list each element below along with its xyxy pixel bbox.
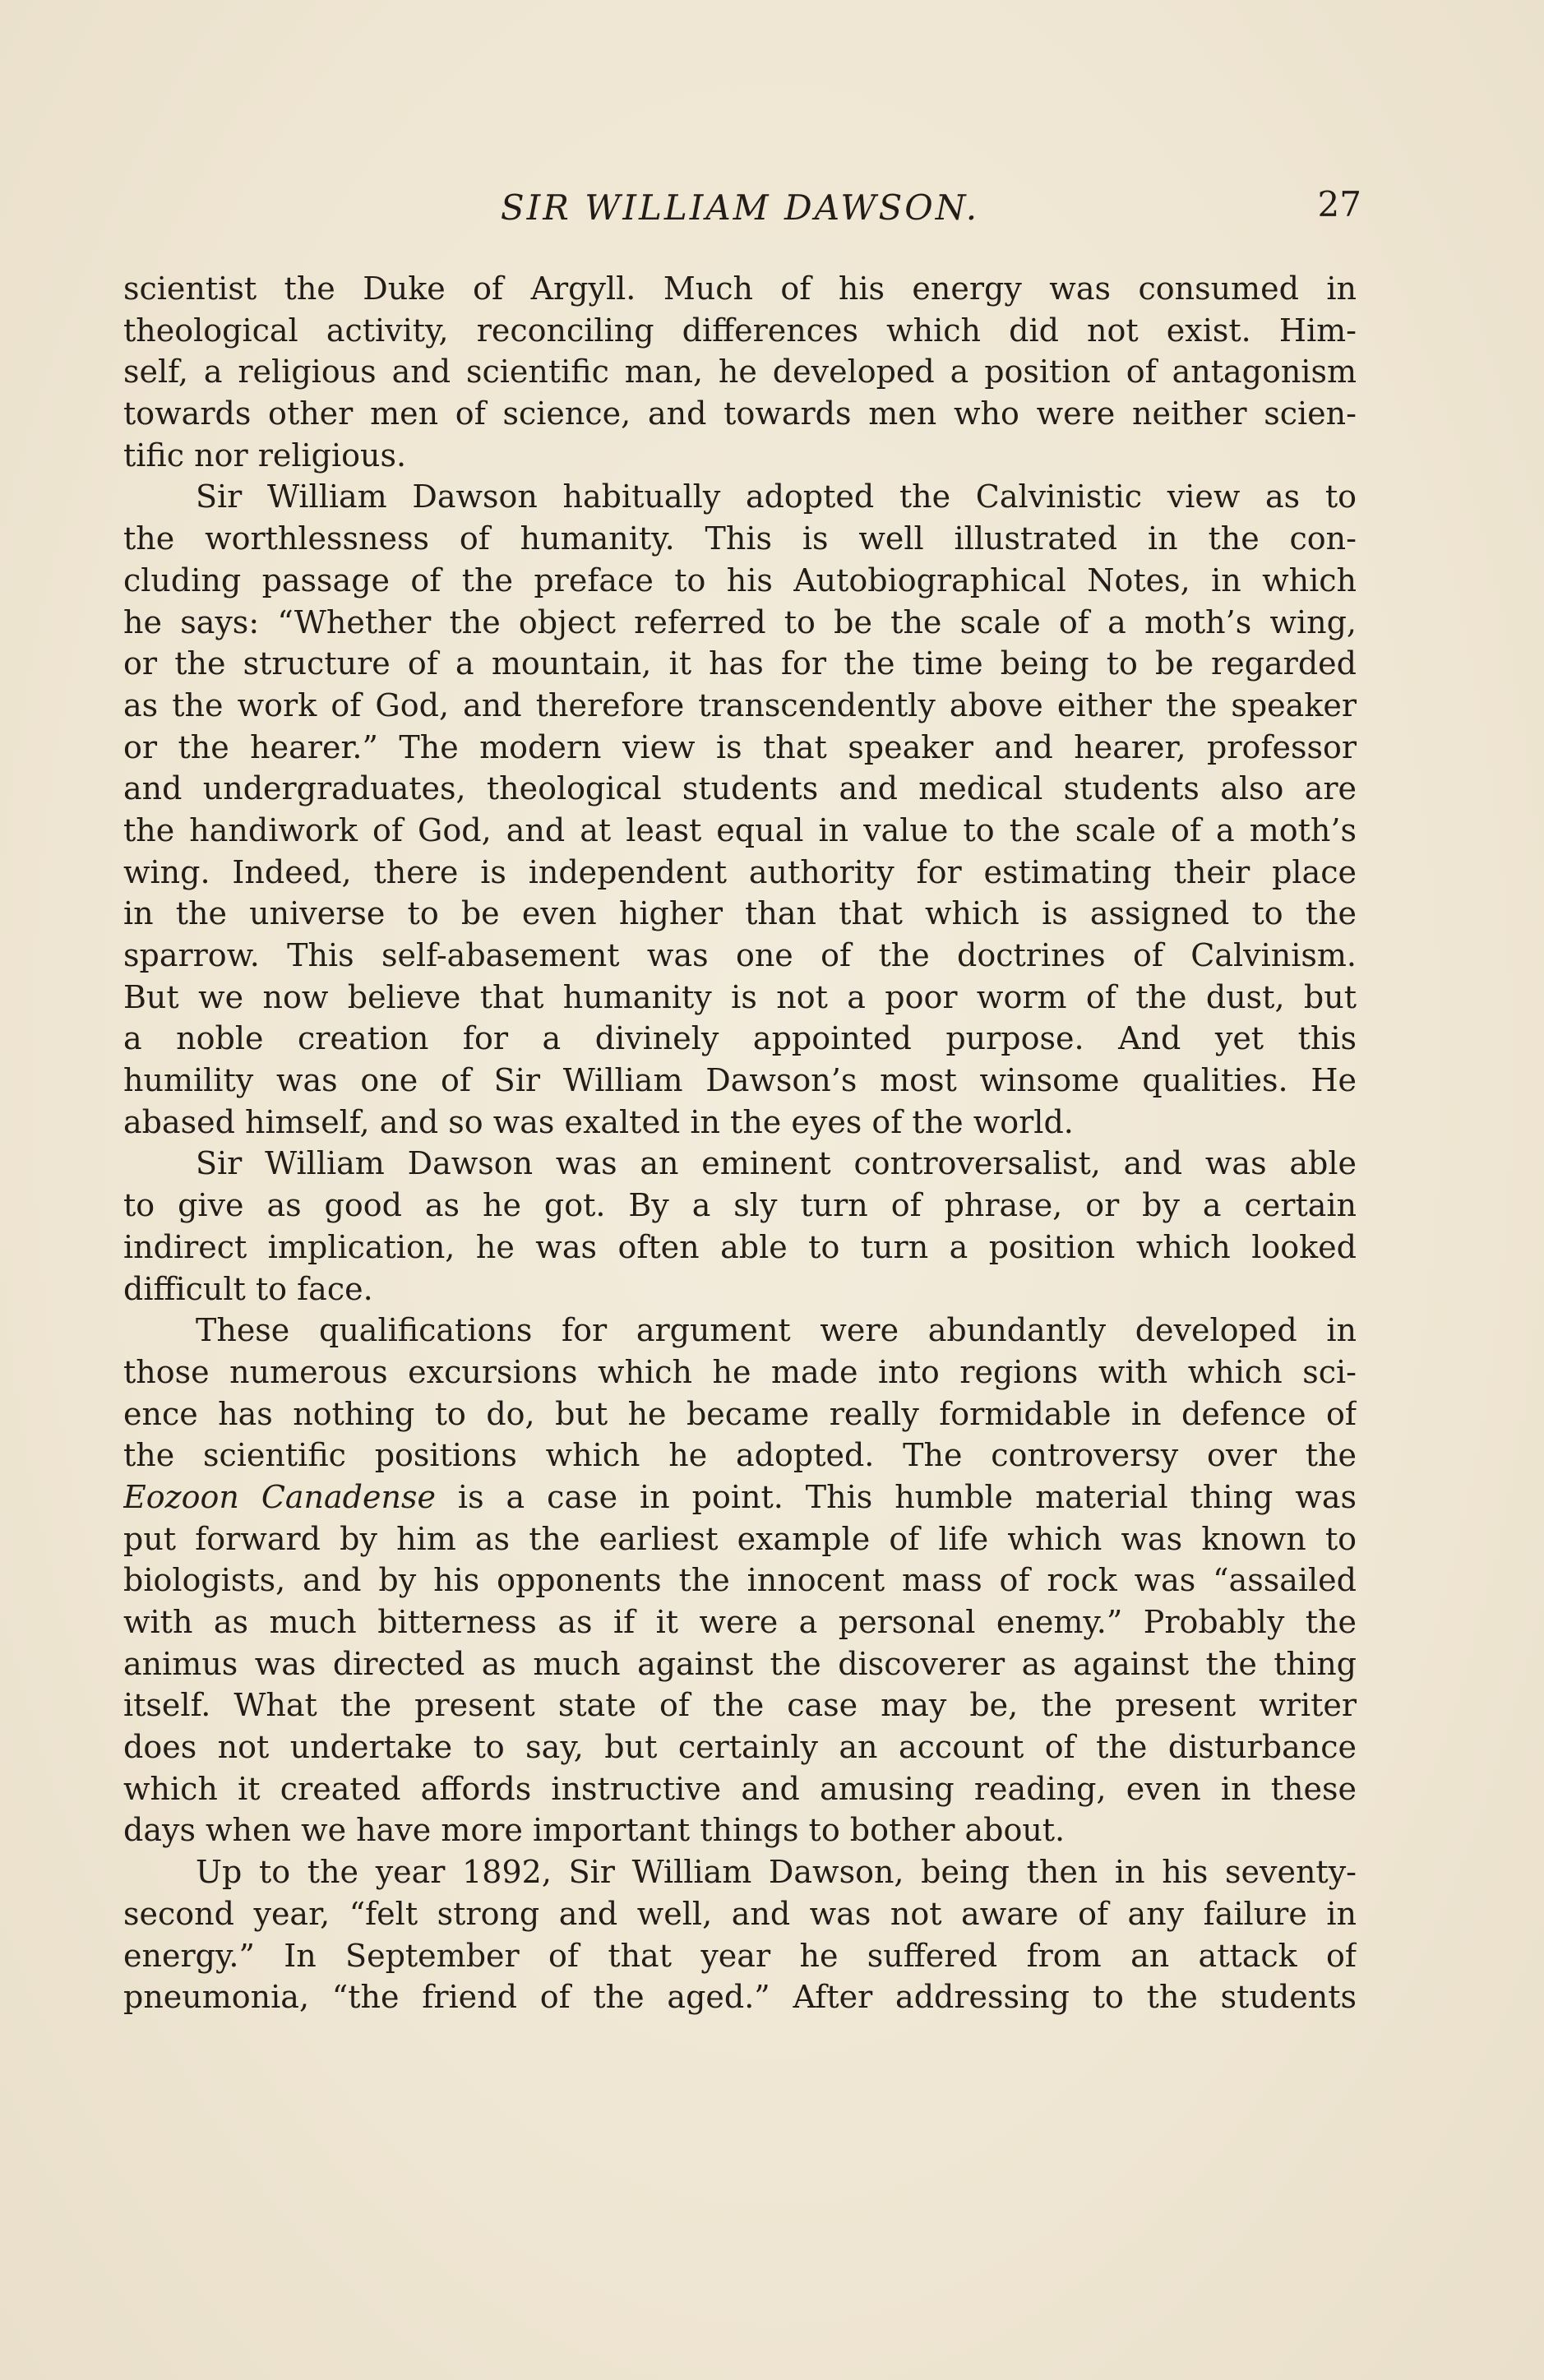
text-line: itself. What the present state of the case may be, the present writer [123, 1687, 1357, 1724]
text-line: abased himself, and so was exalted in the eyes of the world. [123, 1103, 1074, 1140]
page-number: 27 [1317, 184, 1361, 224]
paragraph [123, 476, 1357, 1143]
text-line: as the work of God, and therefore transcendently above either the speaker [123, 686, 1357, 723]
text-line: a noble creation for a divinely appointed purpose. And yet this [123, 1020, 1357, 1057]
running-title: SIR WILLIAM DAWSON. [500, 187, 980, 228]
text-line: the handiwork of God, and at least equal in value to the scale of a moth’s [123, 811, 1357, 848]
text-line: Sir William Dawson habitually adopted the Calvinistic view as to [196, 478, 1357, 515]
page-header [123, 183, 1361, 232]
text-line: theological activity, reconciling differences which did not exist. Him- [123, 312, 1357, 349]
text-line: to give as good as he got. By a sly turn of phrase, or by a certain [123, 1187, 1357, 1224]
text-line: biologists, and by his opponents the innocent mass of rock was “assailed [123, 1562, 1357, 1599]
text-line: does not undertake to say, but certainly an account of the disturbance [123, 1729, 1357, 1766]
text-line: put forward by him as the earliest example of life which was known to [123, 1520, 1357, 1557]
text-line: Sir William Dawson was an eminent controversalist, and was able [196, 1145, 1357, 1182]
text-line: But we now believe that humanity is not a poor worm of the dust, but [123, 978, 1357, 1015]
text-line: or the hearer.” The modern view is that speaker and hearer, professor [123, 728, 1357, 765]
paragraph [123, 268, 1357, 476]
text-line: indirect implication, he was often able to turn a position which looked [123, 1228, 1357, 1265]
text-line: days when we have more important things to bother about. [123, 1812, 1066, 1849]
paragraph [123, 1143, 1357, 1310]
paragraph [123, 1310, 1357, 1851]
text-line: he says: “Whether the object referred to be the scale of a moth’s wing, [123, 603, 1357, 640]
text-line: cluding passage of the preface to his Autobiographical Notes, in which [123, 561, 1357, 598]
body-text [123, 268, 1357, 2018]
text-line: the scientific positions which he adopted. The controversy over the [123, 1437, 1357, 1474]
text-line: tific nor religious. [123, 437, 407, 474]
text-line: humility was one of Sir William Dawson’s most winsome qualities. He [123, 1062, 1357, 1099]
text-line: Eozoon Canadense is a case in point. This humble material thing was [123, 1478, 1357, 1515]
text-line: which it created affords instructive and amusing reading, even in these [123, 1770, 1357, 1807]
text-line: or the structure of a mountain, it has for the time being to be regarded [123, 645, 1357, 682]
text-line: ence has nothing to do, but he became really formidable in defence of [123, 1395, 1357, 1432]
text-line: with as much bitterness as if it were a personal enemy.” Probably the [123, 1604, 1357, 1640]
text-line: self, a religious and scientific man, he developed a position of antagonism [123, 354, 1357, 391]
text-line: pneumonia, “the friend of the aged.” After addressing to the students [123, 1979, 1357, 2016]
text-line: animus was directed as much against the discoverer as against the thing [123, 1645, 1357, 1682]
text-line: Up to the year 1892, Sir William Dawson, being then in his seventy- [196, 1854, 1357, 1891]
text-line: and undergraduates, theological students and medical students also are [123, 770, 1357, 807]
text-line: the worthlessness of humanity. This is well illustrated in the con- [123, 520, 1357, 557]
text-line: second year, “felt strong and well, and was not aware of any failure in [123, 1895, 1357, 1932]
text-line: difficult to face. [123, 1270, 373, 1307]
text-line: energy.” In September of that year he suffered from an attack of [123, 1937, 1357, 1974]
text-line: These qualifications for argument were abundantly developed in [196, 1312, 1357, 1349]
text-line: towards other men of science, and towards men who were neither scien- [123, 395, 1357, 432]
text-line: wing. Indeed, there is independent authority for estimating their place [123, 853, 1357, 890]
paragraph [123, 1851, 1357, 2018]
text-line: those numerous excursions which he made into regions with which sci- [123, 1353, 1357, 1390]
text-line: in the universe to be even higher than that which is assigned to the [123, 895, 1357, 932]
text-line: scientist the Duke of Argyll. Much of his energy was consumed in [123, 270, 1357, 307]
text-line: sparrow. This self-abasement was one of the doctrines of Calvinism. [123, 937, 1357, 973]
